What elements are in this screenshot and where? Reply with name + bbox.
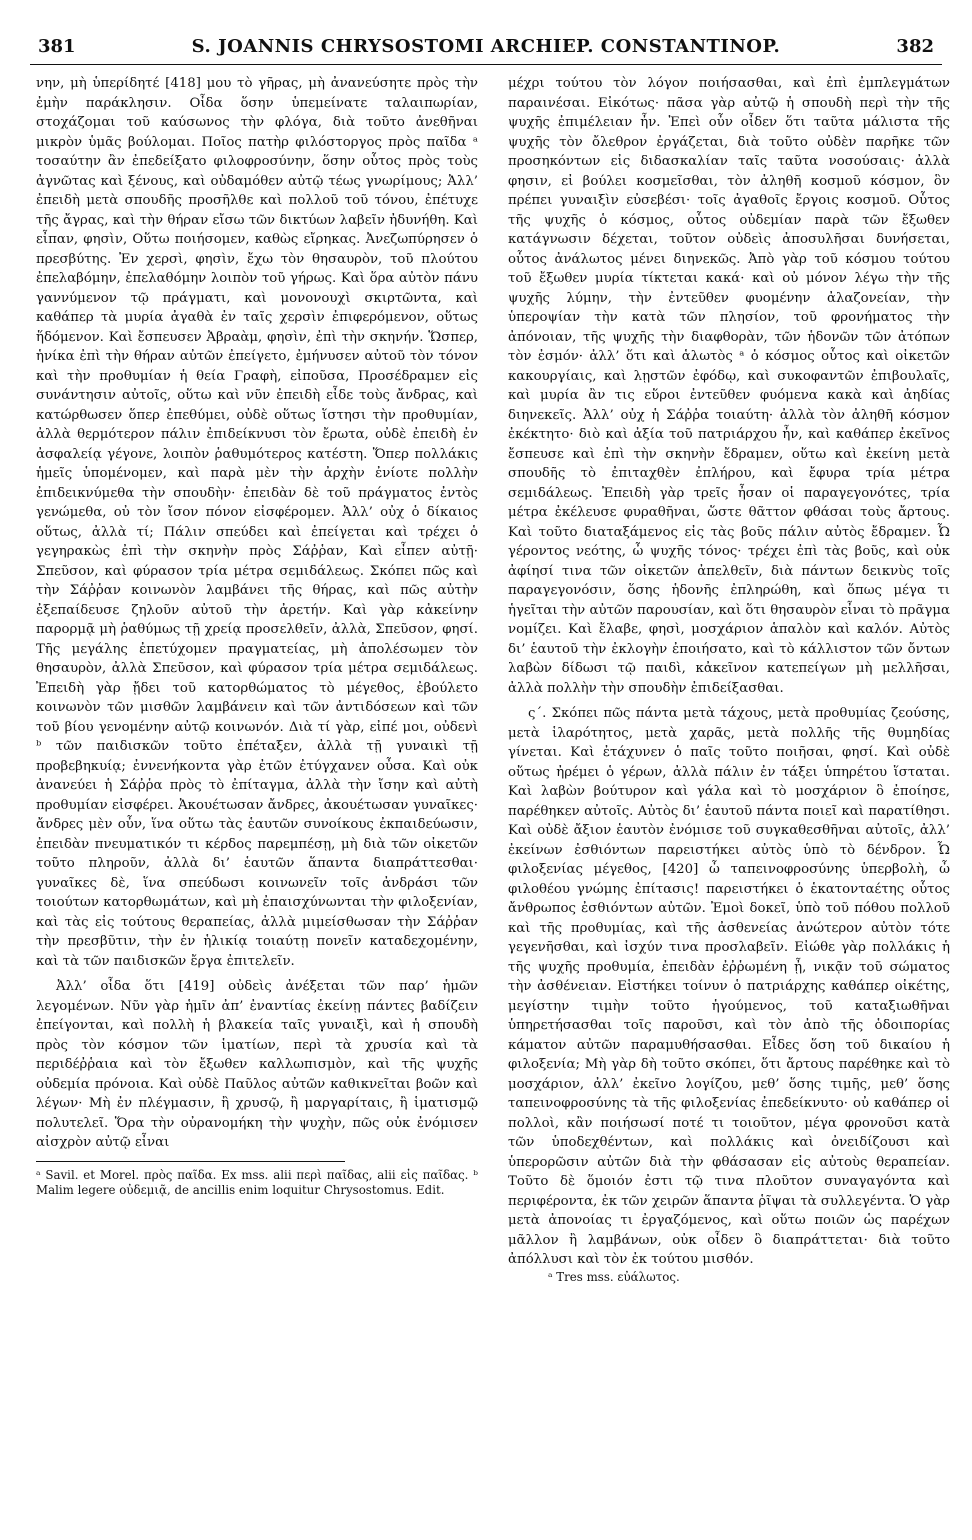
left-column (36, 74, 478, 1199)
running-header (30, 30, 942, 65)
page-number-left: 381 (38, 36, 76, 57)
right-paragraph-2: ς΄. Σκόπει πῶς πάντα μετὰ τάχους, μετὰ προθυμίας ζεούσης, μετὰ ἱλαρότητος, μετὰ χαρᾶς, μετὰ πολλῆς τῆς θυμηδίας γίνεται. Καὶ ἐτάχυνεν ὁ παῖς τοῦτο ποιῆσαι, φησί. Καὶ οὐδὲ οὕτως ἠρέμει ὁ γέρων, ἀλλὰ πάλιν ἐν τάξει ὑπηρέτου ἵσταται. Καὶ λαβὼν βούτυρον καὶ γάλα καὶ τὸ μοσχάριον ὃ ἐποίησε, παρέθηκεν αὐτοῖς. Αὐτὸς δι’ ἑαυτοῦ πάντα ποιεῖ καὶ παρατίθησι. Καὶ οὐδὲ ἄξιον ἑαυτὸν ἐνόμισε τοῦ συγκαθεσθῆναι αὐτοῖς, ἀλλ’ ἐκείνων ἐσθιόντων παρειστήκει αὐτὸς ὑπὸ τὸ δένδρον. Ὦ φιλοξενίας μέγεθος, [420] ὦ ταπεινοφροσύνης ὑπερβολὴ, ὦ φιλοθέου γνώμης ἐπίτασις! παρειστήκει ὁ ἑκατονταέτης οὗτος ἄνθρωπος ἐσθιόντων αὐτῶν. Ἐμοὶ δοκεῖ, ὑπὸ τοῦ πόθου πολλοῦ καὶ τῆς προθυμίας, καὶ τῆς ἀσθενείας ἀνώτερον αὐτὸν τότε γεγενῆσθαι, καὶ ἰσχύν τινα προσλαβεῖν. Εἰώθε γὰρ πολλάκις ἡ τῆς ψυχῆς προθυμία, ἐπειδὰν ἐῤῥωμένη ᾖ, νικᾷν τοῦ σώματος τὴν ἀσθένειαν. Εἱστήκει τοίνυν ὁ πατριάρχης καθάπερ οἰκέτης, μεγίστην τιμὴν τοῦτο ἡγούμενος, τοῦ καταξιωθῆναι ὑπηρετήσασθαι τοῖς παροῦσι, καὶ τὸν ἀπὸ τῆς ὁδοιπορίας κάματον αὐτῶν παραμυθήσασθαι. Εἶδες ὅση τοῦ δικαίου ἡ φιλοξενία; Μὴ γὰρ δὴ τοῦτο σκόπει, ὅτι ἄρτους παρέθηκε καὶ τὸ μοσχάριον, ἀλλ’ ἐκεῖνο λογίζου, μεθ’ ὅσης τιμῆς, μεθ’ ὅσης ταπεινοφροσύνης τὰ τῆς φιλοξενίας ἐπεδείκνυτο· οὐ καθάπερ οἱ πολλοὶ, κἂν ποιήσωσί ποτέ τι τοιοῦτον, μέγα φρονοῦσι κατὰ τῶν ὑποδεχθέντων, καὶ πολλάκις καὶ ὀνειδίζουσι καὶ ὑπερορῶσιν αὐτῶν διὰ τὴν φθάσασαν εἰς αὐτοὺς θεραπείαν. Τοῦτο δὲ ὅμοιόν ἐστι τῷ τινα πλοῦτον συναγαγόντα καὶ περιφέροντα, ἐκ τῶν χειρῶν ἅπαντα ῥῖψαι τὰ συλλεγέντα. Ὁ γὰρ μετὰ ἀπονοίας τι ἐργαζόμενος, καὶ οὕτω ποιῶν ὡς παρέχων μᾶλλον ἢ λαμβάνων, οὐκ οἶδεν ὃ διαπράττεται· διὰ τοῦτο ἀπόλλυσι καὶ τὸν ἐκ τούτου μισθόν. (508, 706, 950, 1267)
left-paragraph-1: νην, μὴ ὑπερίδητέ [418] μου τὸ γῆρας, μὴ ἀνανεύσητε πρὸς τὴν ἐμὴν παράκλησιν. Οἶδα ὅσην ὑπεμείνατε ταλαιπωρίαν, στοχάζομαι τοῦ καύσωνος τὴν φλόγα, διὰ τοῦτο ἀνεθῆναι μικρὸν ὑμᾶς βούλομαι. Ποῖος πατὴρ φιλόστοργος πρὸς παῖδα ᵃ τοσαύτην ἂν ἐπεδείξατο φιλοφροσύνην, ὅσην οὗτος πρὸς τοὺς ἀγνῶτας καὶ ξένους, καὶ οὐδαμόθεν αὐτῷ τέως γνωρίμους; Ἀλλ’ ἐπειδὴ μετὰ σπουδῆς προσῆλθε καὶ πολλοῦ τοῦ τόνου, ἐπέτυχε τῆς ἄγρας, καὶ τὴν θήραν εἴσω τῶν δικτύων λαβεῖν ἠδυνήθη. Καὶ εἶπαν, φησὶν, Οὕτω ποιήσομεν, καθὼς εἴρηκας. Ἀνεζωπύρησεν ὁ πρεσβύτης. Ἐν χερσὶ, φησὶν, ἔχω τὸν θησαυρὸν, τοῦ πλούτου ἐπελαβόμην, ἐπελαθόμην λοιπὸν τοῦ γήρως. Καὶ ὅρα αὐτὸν πάνυ γαννύμενον τῷ πράγματι, καὶ μονονουχὶ σκιρτῶντα, καὶ καθάπερ τὰ μυρία ἀγαθὰ ἐν ταῖς χερσὶν ἐπιφερόμενον, οὕτως ἥδόμενον. Καὶ ἔσπευσεν Ἀβραὰμ, φησὶν, ἐπὶ τὴν σκηνήν. Ὥσπερ, ἡνίκα ἐπὶ τὴν θήραν αὐτῶν ἐπείγετο, ἐμήνυσεν αὐτοῦ τὸν τόνον καὶ τὴν προθυμίαν ἡ θεία Γραφὴ, εἰποῦσα, Προσέδραμεν εἰς συνάντησιν αὐτοῖς, οὕτω καὶ νῦν ἐπειδὴ εἶδε τοὺς ἄνδρας, καὶ κατώρθωσεν ὅπερ ἐπεθύμει, οὐδὲ οὕτως ἵστησι τὴν προθυμίαν, ἀλλὰ θερμότερον πάλιν ἐπιδείκνυσι τὸν ἔρωτα, οὐδὲ ἐπειδὴ ἐν ἀσφαλείᾳ γέγονε, λοιπὸν ῥαθυμότερος κατέστη. Ὅπερ πολλάκις ἡμεῖς ὑπομένομεν, καὶ παρὰ μὲν τὴν ἀρχὴν ἐνίοτε πολλὴν ἐπιδεικνύμεθα τὴν σπουδὴν· ἐπειδὰν δὲ τοῦ πράγματος ἐντὸς γενώμεθα, οὐ τὸν ἴσον πόνον εἰσφέρομεν. Ἀλλ’ οὐχ ὁ δίκαιος οὕτως, ἀλλὰ τί; Πάλιν σπεύδει καὶ ἐπείγεται καὶ τρέχει ὁ γεγηρακὼς ἐπὶ τὴν σκηνὴν πρὸς Σάῤῥαν, Καὶ εἶπεν αὐτῇ· Σπεῦσον, καὶ φύρασον τρία μέτρα σεμιδάλεως. Σκόπει πῶς καὶ τὴν Σάῤῥαν κοινωνὸν λαμβάνει τῆς θήρας, καὶ πῶς αὐτὴν ἐξεπαίδευσε ζηλοῦν αὐτοῦ τὴν ἀρετήν. Καὶ γὰρ κἀκείνην παρορμᾷ μὴ ῥαθύμως τῇ χρείᾳ προσελθεῖν, ἀλλὰ, Σπεῦσον, φησί. Τῆς μεγάλης ἐπετύχομεν πραγματείας, μὴ ἀπολέσωμεν τὸν θησαυρὸν, ἀλλὰ Σπεῦσον, καὶ φύρασον τρία μέτρα σεμιδάλεως. Ἐπειδὴ γὰρ ᾔδει τοῦ κατορθώματος τὸ μέγεθος, ἐβούλετο κοινωνὸν τῶν μισθῶν λαμβάνειν καὶ τῶν ἀντιδόσεων καὶ τῶν τοῦ βίου γενομένην αὐτῷ κοινωνόν. Διὰ τί γὰρ, εἰπέ μοι, οὐδενὶ ᵇ τῶν παιδισκῶν τοῦτο ἐπέταξεν, ἀλλὰ τῇ γυναικὶ τῇ προβεβηκυίᾳ; ἐννενήκοντα γὰρ ἐτῶν ἐτύγχανεν οὖσα. Καὶ οὐκ ἀνανεύει ἡ Σάῤῥα πρὸς τὸ ἐπίταγμα, ἀλλὰ τὴν ἴσην καὶ αὐτὴ προθυμίαν εἰσφέρει. Ἀκουέτωσαν ἄνδρες, ἀκουέτωσαν γυναῖκες· ἄνδρες μὲν οὖν, ἵνα οὕτω τὰς ἑαυτῶν συνοίκους ἐκπαιδεύωσιν, ἐπειδὰν πνευματικόν τι κέρδος παρεμπέσῃ, μὴ διὰ τῶν οἰκετῶν τοῦτο πληροῦν, ἀλλὰ δι’ ἑαυτῶν ἅπαντα διαπράττεσθαι· γυναῖκες δὲ, ἵνα σπεύδωσι κοινωνεῖν τοῖς ἀνδράσι τῶν τοιούτων κατορθωμάτων, καὶ μὴ ἐπαισχύνωνται τὴν φιλοξενίαν, καὶ τὰς εἰς τούτους θεραπείας, ἀλλὰ μιμείσθωσαν τὴν Σάῤῥαν τὴν πρεσβῦτιν, τὴν ἐν ἡλικίᾳ τοιαύτῃ πονεῖν καταδεχομένην, καὶ τὰ τῶν παιδισκῶν ἔργα ἐπιτελεῖν. (36, 76, 478, 969)
running-title: S. JOANNIS CHRYSOSTOMI ARCHIEP. CONSTANTINOP. (191, 36, 781, 57)
right-column (508, 74, 950, 1285)
left-paragraph-2: Ἀλλ’ οἶδα ὅτι [419] οὐδεὶς ἀνέξεται τῶν παρ’ ἡμῶν λεγομένων. Νῦν γὰρ ἡμῖν ἀπ’ ἐναντίας ἐκείνῃ πάντες βαδίζειν ἐπείγονται, καὶ πολλὴ ἡ βλακεία ταῖς γυναιξὶ, καὶ ἡ σπουδὴ πρὸς τὸν κόσμον τῶν ἱματίων, περὶ τὰ χρυσία καὶ τὰ περιδέῤῥαια καὶ τὸν ἔξωθεν καλλωπισμὸν, καὶ τῆς ψυχῆς οὐδεμία πρόνοια. Καὶ οὐδὲ Παῦλος αὐτῶν καθικνεῖται βοῶν καὶ λέγων· Μὴ ἐν πλέγμασιν, ἢ χρυσῷ, ἢ μαργαρίταις, ἢ ἱματισμῷ πολυτελεῖ. Ὅρα τὴν οὐρανομήκη τὴν ψυχὴν, πῶς οὐκ ἐνόμισεν αἰσχρὸν αὐτῷ εἶναι (36, 979, 478, 1150)
right-paragraph-1: μέχρι τούτου τὸν λόγον ποιήσασθαι, καὶ ἐπὶ ἐμπλεγμάτων παραινέσαι. Εἰκότως· πᾶσα γὰρ αὐτῷ ἡ σπουδὴ περὶ τὴν τῆς ψυχῆς ἐπιμέλειαν ἦν. Ἐπεὶ οὖν οἶδεν ὅτι ταῦτα μάλιστα τῆς ψυχῆς τὸν ὄλεθρον ἐργάζεται, διὰ τοῦτο οὐδὲν παρῆκε τῶν προσηκόντων εἰς διδασκαλίαν ταῖς ταῦτα νοσούσαις· ἀλλὰ φησιν, εἰ βούλει κοσμεῖσθαι, τὸν ἀληθῆ κοσμοῦ κόσμον, ὃν πρέπει γυναιξὶν εὐσεβέσι· τοῖς ἀγαθοῖς ἔργοις κοσμοῦ. Οὗτος τῆς ψυχῆς ὁ κόσμος, οὗτος οὐδεμίαν παρὰ τῶν ἔξωθεν κατάγνωσιν δέχεται, τοῦτον οὐδεὶς ἀποσυλῆσαι δυνήσεται, οὗτος ἀνάλωτος μένει διηνεκῶς. Ἀπὸ γὰρ τοῦ κόσμου τούτου τοῦ ἔξωθεν μυρία τίκτεται κακά· καὶ οὐ μόνον λέγω τὴν τῆς ψυχῆς λύμην, τὴν ἐντεῦθεν φυομένην ἀλαζονείαν, τὴν ὑπεροψίαν τὴν κατὰ τῶν πλησίον, τοῦ φρονήματος τὴν ἀπόνοιαν, τῆς ψυχῆς τὴν διαφθορὰν, τῶν ἡδονῶν τῶν ἀτόπων τὸν ἐσμόν· ἀλλ’ ὅτι καὶ ἁλωτὸς ᵃ ὁ κόσμος οὗτος καὶ οἰκετῶν κακουργίαις, καὶ λῃστῶν ἐφόδῳ, καὶ συκοφαντῶν ἐπιβουλαῖς, καὶ μυρία ἂν τις εὕροι ἐντεῦθεν φυόμενα κακὰ καὶ ἀηδίας διηνεκεῖς. Ἀλλ’ οὐχ ἡ Σάῤῥα τοιαύτη· ἀλλὰ τὸν ἀληθῆ κόσμον ἐκέκτητο· διὸ καὶ ἀξία τοῦ πατριάρχου ἦν, καὶ καθάπερ ἐκεῖνος ἔσπευσε καὶ ἐπὶ τὴν σκηνὴν ἔδραμεν, οὕτω καὶ ἐκείνη μετὰ σπουδῆς τὸ ἐπιταχθὲν ἐπλήρου, καὶ ἔφυρα τρία μέτρα σεμιδάλεως. Ἐπειδὴ γὰρ τρεῖς ἦσαν οἱ παραγεγονότες, τρία μέτρα ἐκέλευσε φυραθῆναι, ὥστε θᾶττον φθάσαι τοὺς ἄρτους. Καὶ τοῦτο διαταξάμενος εἰς τὰς βοῦς πάλιν αὐτὸς ἔδραμεν. Ὦ γέροντος νεότης, ὦ ψυχῆς τόνος· τρέχει ἐπὶ τὰς βοῦς, καὶ οὐκ ἀφίησί τινα τῶν οἰκετῶν ἀπελθεῖν, διὰ πάντων δεικνὺς τοῖς παραγεγονόσιν, ὅσης ἡδονῆς ἐπληρώθη, καὶ ὅπως μέγα τι ἡγεῖται τὴν αὐτῶν παρουσίαν, καὶ ὅτι θησαυρὸν εἶναι τὸ πρᾶγμα νομίζει. Καὶ ἔλαβε, φησὶ, μοσχάριον ἁπαλὸν καὶ καλόν. Αὐτὸς δι’ ἑαυτοῦ τὴν ἐκλογὴν ἐποιήσατο, καὶ τὸ κάλλιστον τῶν ὄντων λαβὼν δίδωσι τῷ παιδὶ, κἀκεῖνον κατεπείγων μὴ μελλῆσαι, ἀλλὰ πολλὴν τὴν σπουδὴν ἐπιδείξασθαι. (508, 76, 950, 696)
right-footnote: ᵃ Tres mss. εὐάλωτος. (548, 1269, 680, 1284)
page-number-right: 382 (896, 36, 934, 57)
footnote-rule (36, 1161, 345, 1162)
left-footnote: ᵃ Savil. et Morel. πρὸς παῖδα. Ex mss. alii περὶ παῖδας, alii εἰς παῖδας. ᵇ Malim legere οὐδεμιᾷ, de ancillis enim loquitur Chrysostomus. Edit. (36, 1167, 478, 1197)
